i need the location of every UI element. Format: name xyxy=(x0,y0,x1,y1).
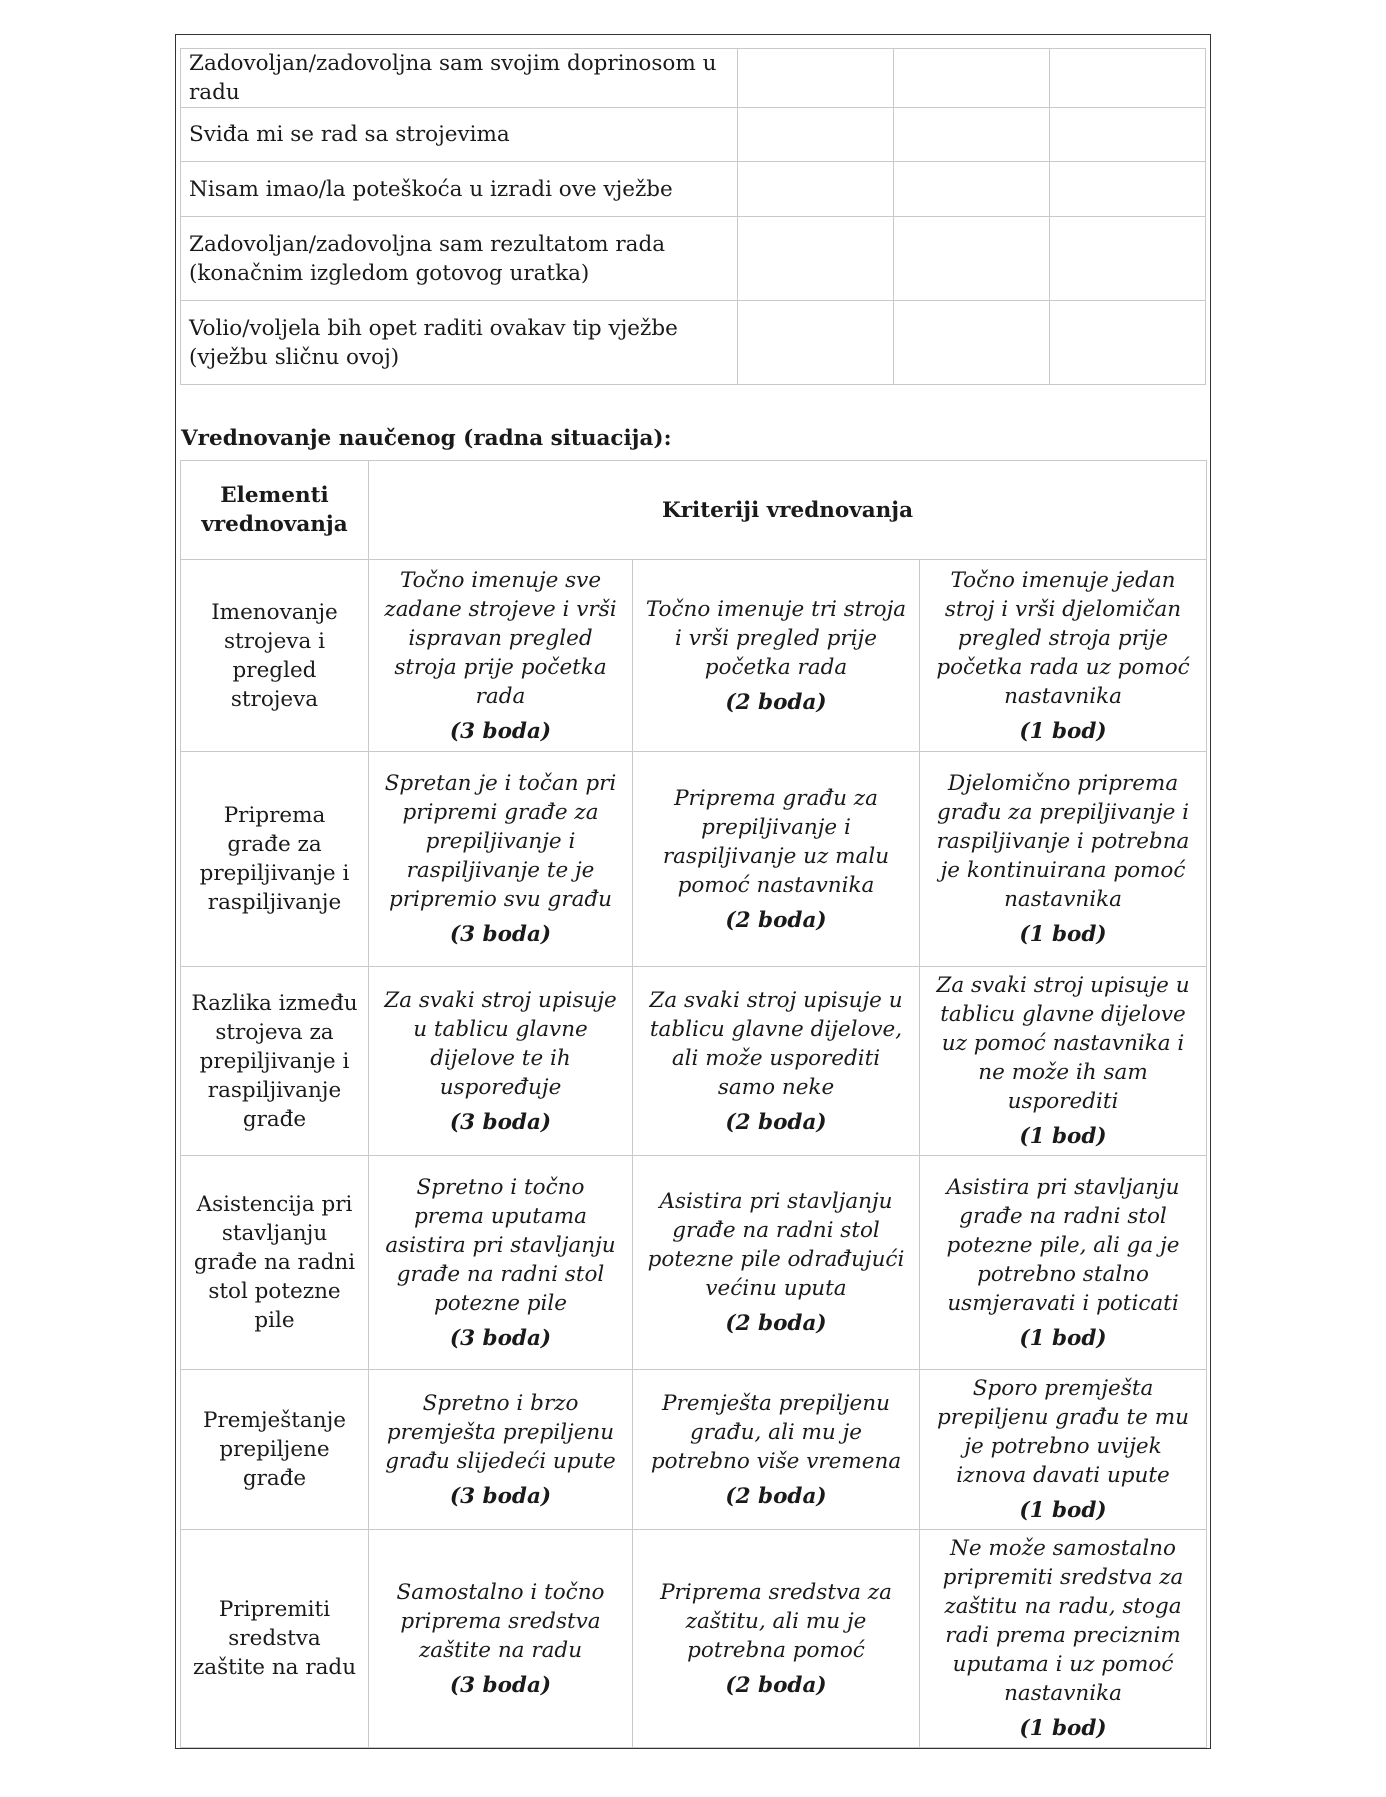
criteria-cell-1 xyxy=(920,967,1207,1156)
element-cell: Priprema građe za prepiljivanje i raspiljivanje xyxy=(181,752,369,967)
criteria-cell-2 xyxy=(633,1370,920,1530)
criteria-cell-3 xyxy=(369,967,633,1156)
table-row xyxy=(181,162,1206,217)
table-row xyxy=(181,301,1206,385)
table-row xyxy=(181,1370,1207,1530)
criteria-text: Za svaki stroj upisuje u tablicu glavne dijelove te ih uspoređuje xyxy=(384,987,617,1100)
criteria-text: Točno imenuje sve zadane strojeve i vrši ispravan pregled stroja prije početka rada xyxy=(384,567,617,709)
element-cell: Asistencija pri stavljanju građe na radni stol potezne pile xyxy=(181,1156,369,1370)
rating-cell[interactable] xyxy=(1049,217,1205,301)
element-cell: Pripremiti sredstva zaštite na radu xyxy=(181,1530,369,1748)
header-criteria: Kriteriji vrednovanja xyxy=(369,461,1207,560)
rating-cell[interactable] xyxy=(737,49,893,108)
points-label: (3 boda) xyxy=(449,922,552,947)
points-label: (3 boda) xyxy=(449,1109,552,1135)
rating-cell[interactable] xyxy=(893,108,1049,162)
criteria-cell-1 xyxy=(920,752,1207,967)
criteria-cell-1 xyxy=(920,1370,1207,1530)
criteria-text: Priprema građu za prepiljivanje i raspiljivanje uz malu pomoć nastavnika xyxy=(662,785,890,898)
criteria-text: Premješta prepiljenu građu, ali mu je potrebno više vremena xyxy=(650,1390,902,1474)
criteria-text: Sporo premješta prepiljenu građu te mu je potrebno uvijek iznova davati upute xyxy=(937,1376,1189,1488)
statement-cell: Zadovoljan/zadovoljna sam rezultatom rada (konačnim izgledom gotovog uratka) xyxy=(181,217,738,301)
criteria-text: Priprema sredstva za zaštitu, ali mu je potrebna pomoć xyxy=(660,1579,892,1663)
header-elements: Elementi vrednovanja xyxy=(181,461,369,560)
criteria-cell-2 xyxy=(633,1530,920,1748)
points-label: (2 boda) xyxy=(725,1672,827,1698)
table-row xyxy=(181,967,1207,1156)
statement-cell: Volio/voljela bih opet raditi ovakav tip vježbe (vježbu sličnu ovoj) xyxy=(181,301,738,385)
rating-cell[interactable] xyxy=(737,108,893,162)
points-label: (2 boda) xyxy=(725,1483,827,1509)
table-row xyxy=(181,49,1206,108)
table-row xyxy=(181,217,1206,301)
criteria-cell-3 xyxy=(369,1530,633,1748)
statement-cell: Nisam imao/la poteškoća u izradi ove vježbe xyxy=(181,162,738,217)
rating-cell[interactable] xyxy=(893,301,1049,385)
rating-cell[interactable] xyxy=(1049,162,1205,217)
criteria-text: Asistira pri stavljanju građe na radni stol potezne pile, ali ga je potrebno stalno usmjeravati i poticati xyxy=(946,1174,1180,1316)
criteria-text: Za svaki stroj upisuje u tablicu glavne dijelove uz pomoć nastavnika i ne može ih sam usporediti xyxy=(936,973,1190,1114)
criteria-cell-3 xyxy=(369,560,633,752)
element-cell: Imenovanje strojeva i pregled strojeva xyxy=(181,560,369,752)
criteria-cell-3 xyxy=(369,752,633,967)
criteria-text: Asistira pri stavljanju građe na radni stol potezne pile odrađujući većinu uputa xyxy=(647,1189,905,1301)
criteria-text: Točno imenuje tri stroja i vrši pregled prije početka rada xyxy=(645,596,907,680)
criteria-cell-2 xyxy=(633,1156,920,1370)
rating-cell[interactable] xyxy=(893,162,1049,217)
rating-cell[interactable] xyxy=(1049,49,1205,108)
element-cell: Razlika između strojeva za prepiljivanje i raspiljivanje građe xyxy=(181,967,369,1156)
rating-cell[interactable] xyxy=(1049,108,1205,162)
criteria-cell-1 xyxy=(920,1530,1207,1748)
rating-cell[interactable] xyxy=(737,301,893,385)
points-label: (3 boda) xyxy=(449,718,552,744)
header-row xyxy=(181,461,1207,560)
rating-cell[interactable] xyxy=(893,217,1049,301)
criteria-text: Djelomično priprema građu za prepiljivanje i raspiljivanje i potrebna je kontinuirana pomoć nastavnika xyxy=(936,771,1190,912)
points-label: (1 bod) xyxy=(1019,1498,1107,1523)
table-row xyxy=(181,1156,1207,1370)
points-label: (3 boda) xyxy=(449,1325,552,1351)
criteria-cell-2 xyxy=(633,752,920,967)
criteria-cell-1 xyxy=(920,1156,1207,1370)
criteria-cell-2 xyxy=(633,967,920,1156)
table-row xyxy=(181,108,1206,162)
criteria-text: Samostalno i točno priprema sredstva zaštite na radu xyxy=(396,1579,605,1663)
points-label: (3 boda) xyxy=(449,1672,552,1698)
criteria-text: Točno imenuje jedan stroj i vrši djelomičan pregled stroja prije početka rada uz pomoć nastavnika xyxy=(936,567,1190,709)
table-row xyxy=(181,1530,1207,1748)
criteria-cell-3 xyxy=(369,1370,633,1530)
criteria-cell-2 xyxy=(633,560,920,752)
criteria-text: Spretno i točno prema uputama asistira pri stavljanju građe na radni stol potezne pile xyxy=(385,1174,616,1316)
points-label: (1 bod) xyxy=(1019,922,1107,947)
rating-cell[interactable] xyxy=(737,217,893,301)
table-row xyxy=(181,560,1207,752)
criteria-text: Za svaki stroj upisuje u tablicu glavne dijelove, ali može usporediti samo neke xyxy=(649,987,903,1100)
evaluation-table xyxy=(180,460,1207,1748)
criteria-text: Spretan je i točan pri pripremi građe za prepiljivanje i raspiljivanje te je pripremio svu građu xyxy=(384,771,617,912)
table-row xyxy=(181,752,1207,967)
points-label: (2 boda) xyxy=(725,1311,827,1336)
points-label: (1 bod) xyxy=(1019,718,1107,744)
self-assessment-table xyxy=(180,48,1206,385)
points-label: (3 boda) xyxy=(449,1483,552,1509)
criteria-text: Spretno i brzo premješta prepiljenu građu slijedeći upute xyxy=(385,1390,616,1474)
criteria-cell-1 xyxy=(920,560,1207,752)
points-label: (1 bod) xyxy=(1019,1716,1107,1741)
points-label: (1 bod) xyxy=(1019,1325,1107,1351)
element-cell: Premještanje prepiljene građe xyxy=(181,1370,369,1530)
points-label: (2 boda) xyxy=(725,689,827,715)
statement-cell: Sviđa mi se rad sa strojevima xyxy=(181,108,738,162)
points-label: (2 boda) xyxy=(725,907,827,933)
rating-cell[interactable] xyxy=(1049,301,1205,385)
criteria-cell-3 xyxy=(369,1156,633,1370)
statement-cell: Zadovoljan/zadovoljna sam svojim doprinosom u radu xyxy=(181,49,738,108)
points-label: (2 boda) xyxy=(725,1109,827,1135)
rating-cell[interactable] xyxy=(893,49,1049,108)
points-label: (1 bod) xyxy=(1019,1124,1107,1149)
rating-cell[interactable] xyxy=(737,162,893,217)
evaluation-heading: Vrednovanje naučenog (radna situacija): xyxy=(181,426,672,451)
criteria-text: Ne može samostalno pripremiti sredstva za zaštitu na radu, stoga radi prema preciznim uputama i uz pomoć nastavnika xyxy=(942,1536,1184,1706)
